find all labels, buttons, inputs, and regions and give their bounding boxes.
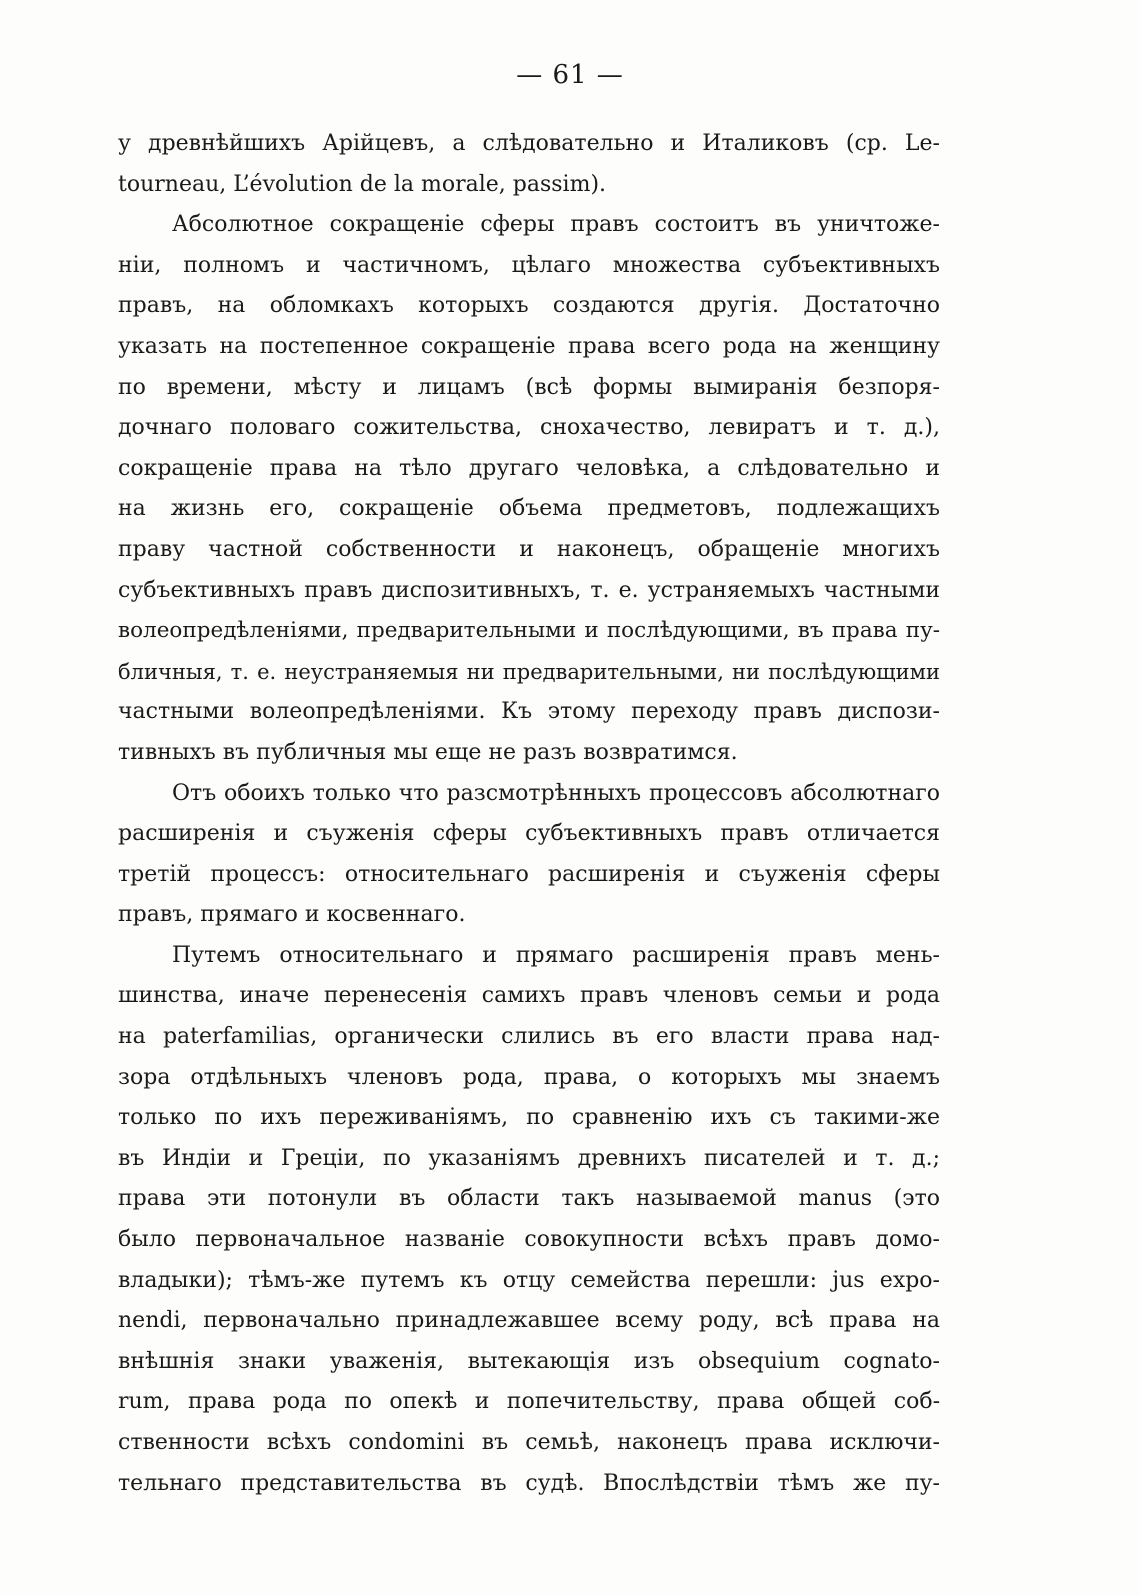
text-line: владыки); тѣмъ-же путемъ къ отцу семейства перешли: jus expo- bbox=[118, 1267, 940, 1293]
text-line: ніи, полномъ и частичномъ, цѣлаго множества субъективныхъ bbox=[118, 252, 940, 278]
text-line: на жизнь его, сокращеніе объема предметовъ, подлежащихъ bbox=[118, 496, 940, 522]
text-line: расширенія и съуженія сферы субъективныхъ правъ отличается bbox=[118, 821, 940, 847]
text-line: внѣшнія знаки уваженія, вытекающія изъ obsequium cognato- bbox=[118, 1348, 940, 1374]
text-line: бличныя, т. е. неустраняемыя ни предварительными, ни послѣдующими bbox=[118, 659, 940, 684]
text-line: въ Индіи и Греціи, по указаніямъ древнихъ писателей и т. д.; bbox=[118, 1145, 940, 1171]
text-line: на paterfamilias, органически слились въ его власти права над- bbox=[118, 1024, 940, 1050]
text-line: сокращеніе права на тѣло другаго человѣка, а слѣдовательно и bbox=[118, 455, 940, 481]
text-line: частными волеопредѣленіями. Къ этому переходу правъ диспози- bbox=[118, 699, 940, 725]
text-line: Путемъ относительнаго и прямаго расширенія правъ мень- bbox=[172, 942, 940, 968]
text-line: указать на постепенное сокращеніе права всего рода на женщину bbox=[118, 333, 940, 359]
text-line: по времени, мѣсту и лицамъ (всѣ формы вымиранія безпоря- bbox=[118, 374, 940, 400]
text-line: было первоначальное названіе совокупности всѣхъ правъ домо- bbox=[118, 1227, 940, 1253]
text-line: rum, права рода по опекѣ и попечительству, права общей соб- bbox=[118, 1389, 940, 1415]
text-line: праву частной собственности и наконецъ, обращеніе многихъ bbox=[118, 536, 940, 562]
text-line: Абсолютное сокращеніе сферы правъ состоитъ въ уничтоже- bbox=[172, 212, 940, 238]
body-text bbox=[118, 124, 940, 1504]
text-line: nendi, первоначально принадлежавшее всему роду, всѣ права на bbox=[118, 1308, 940, 1334]
text-line: субъективныхъ правъ диспозитивныхъ, т. е. устраняемыхъ частными bbox=[118, 577, 940, 603]
text-line: ственности всѣхъ condomini въ семьѣ, наконецъ права исключи- bbox=[118, 1430, 940, 1455]
text-line: tourneau, L’évolution de la morale, passim). bbox=[118, 171, 607, 197]
text-line: шинства, иначе перенесенія самихъ правъ членовъ семьи и рода bbox=[118, 983, 940, 1009]
text-line: только по ихъ переживаніямъ, по сравненію ихъ съ такими-же bbox=[118, 1105, 940, 1131]
text-line: Отъ обоихъ только что разсмотрѣнныхъ процессовъ абсолютнаго bbox=[172, 780, 940, 806]
text-line: тивныхъ въ публичныя мы еще не разъ возвратимся. bbox=[118, 739, 738, 765]
text-line: третій процессъ: относительнаго расширенія и съуженія сферы bbox=[118, 861, 940, 887]
text-line: правъ, на обломкахъ которыхъ создаются другія. Достаточно bbox=[118, 293, 940, 319]
text-line: волеопредѣленіями, предварительными и послѣдующими, въ права пу- bbox=[118, 618, 940, 644]
text-line: права эти потонули въ области такъ называемой manus (это bbox=[118, 1186, 940, 1212]
text-line: правъ, прямаго и косвеннаго. bbox=[118, 902, 466, 928]
page-number: — 61 — bbox=[516, 60, 624, 90]
text-line: у древнѣйшихъ Арійцевъ, а слѣдовательно и Италиковъ (ср. Le- bbox=[118, 131, 940, 156]
text-line: тельнаго представительства въ судѣ. Впослѣдствіи тѣмъ же пу- bbox=[118, 1470, 940, 1496]
text-line: зора отдѣльныхъ членовъ рода, права, о которыхъ мы знаемъ bbox=[118, 1064, 940, 1090]
text-line: дочнаго половаго сожительства, снохачество, левиратъ и т. д.), bbox=[118, 415, 940, 441]
